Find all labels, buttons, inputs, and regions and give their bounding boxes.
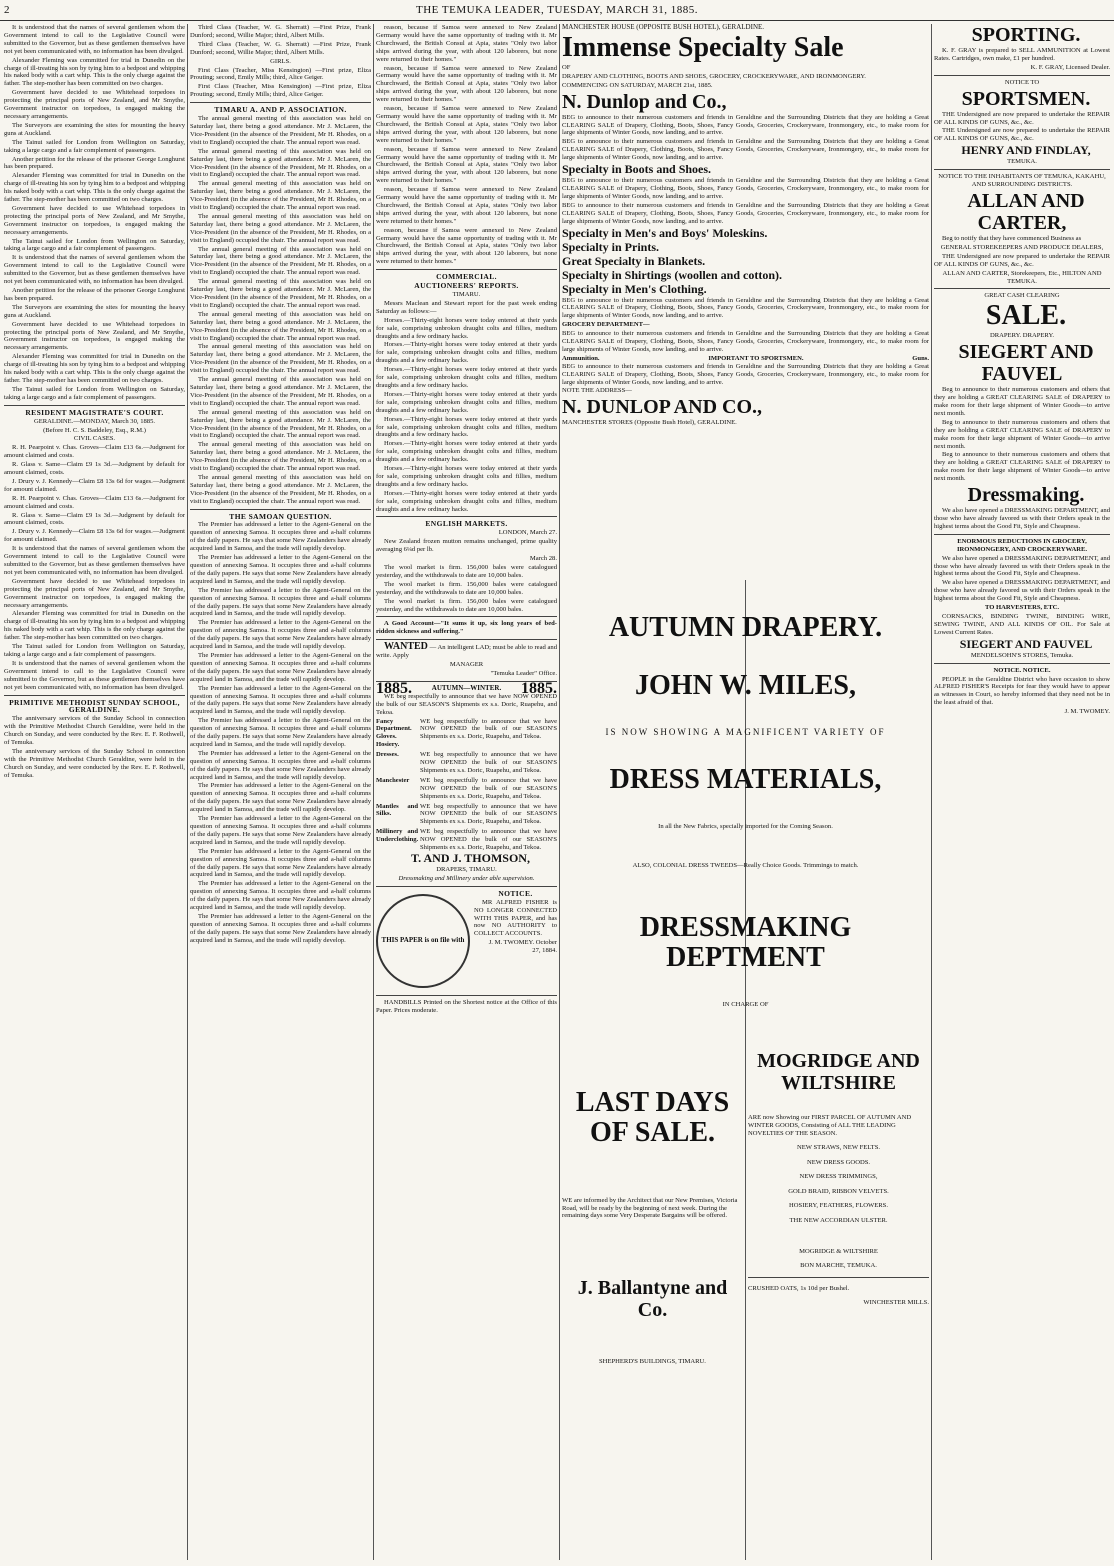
ad-address: SHEPHERD'S BUILDINGS, TIMARU. [599, 1357, 706, 1365]
ad-topline: MANCHESTER HOUSE (OPPOSITE BUSH HOTEL), GERALDINE. [562, 24, 765, 31]
department-label: Mantles and Silks. [376, 802, 418, 818]
divider [934, 534, 1110, 535]
news-paragraph: It is understood that the names of several gentlemen whom the Government intend to call to the Legislative Council were submitted to the Governor, but as these gentlemen themselves have not yet been communicated with, no information has been divulged. [4, 545, 185, 576]
ad-clearing: GREAT CASH CLEARING [984, 292, 1060, 300]
ad-sign: ALLAN AND CARTER, Storekeepers, Etc., HILTON AND TEMUKA. [942, 269, 1102, 285]
ad-text: Beg to announce to their numerous customers and others that they are holding a GREAT CLEARING SALE of DRAPERY to make room for their large shipment of Winter Goods—to arrive next month. [934, 451, 1110, 483]
news-paragraph: The annual general meeting of this association was held on Saturday last, there being a good attendance. Mr J. McLaren, the Vice-President (in the absence of the President, Mr H. Rhodes, on a visit to England) occupied the chair. The annual report was read. [190, 441, 371, 473]
ad-text: THE Undersigned are now prepared to undertake the REPAIR OF ALL KINDS OF GUNS, &c., &c. [934, 110, 1110, 126]
ballantyne-advertisement [562, 1030, 743, 1560]
news-paragraph: Alexander Fleming was committed for trial in Dunedin on the charge of ill-treating his son by tying him to a bedpost and whipping his naked body with a cart whip. This is the only charge against the father. The step-mother has been committed on two charges. [4, 56, 185, 88]
news-paragraph: The annual general meeting of this association was held on Saturday last, there being a good attendance. Mr J. McLaren, the Vice-President (in the absence of the President, Mr H. Rhodes, on a visit to England) occupied the chair. The annual report was read. [190, 147, 371, 179]
ad-text: THE Undersigned are now prepared to undertake the REPAIR OF ALL KINDS OF GUNS, &c., &c. [934, 127, 1110, 143]
year-label: 1885. [520, 679, 557, 697]
news-paragraph: The annual general meeting of this association was held on Saturday last, there being a good attendance. Mr J. McLaren, the Vice-President (in the absence of the President, Mr H. Rhodes, on a visit to England) occupied the chair. The annual report was read. [190, 473, 371, 505]
department-label: Fancy Department. Gloves. Hosiery. [376, 717, 412, 749]
news-paragraph: The Premier has addressed a letter to the Agent-General on the question of annexing Samoa. It occupies three and a-half columns of the daily papers. He says that some New Zealanders have already acquired land in Samoa, and the trade will rapidly develop. [190, 586, 371, 618]
ad-firm-name: SIEGERT AND FAUVEL [959, 636, 1093, 651]
advertisement-text: A Good Account—"It sums it up, six long years of bed-ridden sickness and suffering." [376, 620, 557, 636]
notice-ad [474, 890, 557, 992]
news-paragraph: The wool market is firm. 156,000 bales were catalogued yesterday, and the withdrawals to date are 10,000 bales. [376, 597, 557, 613]
news-paragraph: Government have decided to use Whitehead torpedoes in protecting the principal ports of New Zealand, and Mr Smythe, Government instructor on torpedoes, is engaged making the necessary arrangements. [4, 204, 185, 236]
location-label: TIMARU. [452, 291, 481, 298]
divider [376, 886, 557, 887]
section-heading: TIMARU A. AND P. ASSOCIATION. [214, 105, 347, 115]
ad-text: K. F. GRAY is prepared to SELL AMMUNITION at Lowest Rates. Cartridges, own make, £1 per hundred. [934, 47, 1110, 62]
divider [748, 1277, 929, 1278]
ad-intro: BEG to announce to their numerous customers and friends in Geraldine and the Surrounding Districts that they are holding a Great CLEARING SALE of Drapery, Clothing, Boots, Shoes, Fancy Goods, Groceries, Crockeryware, Ironmongery, etc., to make room for large shipments of Winter Goods, now landing, and to arrive. [562, 177, 929, 200]
dateline: LONDON, March 27. [498, 529, 557, 537]
ad-title: AUTUMN DRAPERY. [608, 612, 883, 643]
department-text: WE beg respectfully to announce that we have NOW OPENED the bulk of our SEASON'S Shipments ex s.s. Doric, Ruapehu, and Tekoa. [420, 802, 557, 826]
notice-sign: J. M. TWOMEY. October 27, 1884. [488, 939, 557, 955]
seal-ad [376, 890, 468, 992]
ad-text: THE Undersigned are now prepared to undertake the REPAIR OF ALL KINDS OF GUNS, &c., &c. [934, 252, 1110, 268]
divider [934, 288, 1110, 289]
news-paragraph: The Surveyors are examining the sites for mounting the heavy guns at Auckland. [4, 121, 185, 137]
news-paragraph: The Premier has addressed a letter to the Agent-General on the question of annexing Samoa. It occupies three and a-half columns of the daily papers. He says that some New Zealanders have already acquired land in Samoa, and the trade will rapidly develop. [190, 749, 371, 781]
news-paragraph: Horses.—Thirty-eight horses were today entered at their yards for sale, comprising unbroken draught colts and fillies, medium draughts and a few ordinary hacks. [376, 390, 557, 414]
court-case: J. Drury v. J. Kennedy—Claim £8 13s 6d for wages.—Judgment for amount claimed. [4, 477, 185, 493]
news-paragraph: The Premier has addressed a letter to the Agent-General on the question of annexing Samoa. It occupies three and a-half columns of the daily papers. He says that some New Zealanders have already acquired land in Samoa, and the trade will rapidly develop. [190, 554, 371, 585]
section-heading: ENGLISH MARKETS. [425, 519, 508, 529]
section-heading: PRIMITIVE METHODIST SUNDAY SCHOOL, GERALDINE. [9, 697, 180, 715]
news-paragraph: New Zealand frozen mutton remains unchanged, prime quality averaging 6¼d per lb. [376, 538, 557, 554]
news-paragraph: The Premier has addressed a letter to the Agent-General on the question of annexing Samoa. It occupies three and a-half columns of the daily papers. He says that some New Zealanders have already acquired land in Samoa, and the trade will rapidly develop. [190, 619, 371, 651]
column-rule [187, 24, 188, 1560]
ad-firm-name: MOGRIDGE AND WILTSHIRE [757, 1050, 920, 1094]
news-paragraph: Alexander Fleming was committed for trial in Dunedin on the charge of ill-treating his son by tying him to a bedpost and whipping his naked body with a cart whip. This is the only charge against the father. The step-mother has been committed on two charges. [4, 353, 185, 384]
ad-location: MENDELSOHN'S STORES, Temuka. [970, 651, 1074, 659]
news-paragraph: Alexander Fleming was committed for trial in Dunedin on the charge of ill-treating his son by tying him to a bedpost and whipping his naked body with a cart whip. This is the only charge against the father. The step-mother has been committed on two charges. [4, 610, 185, 642]
ad-intro: BEG to announce to their numerous customers and friends in Geraldine and the Surrounding Districts that they are holding a Great CLEARING SALE of Drapery, Clothing, Boots, Shoes, Fancy Goods, Groceries, Crockeryware, Ironmongery, etc., to make room for large shipments of Winter Goods, now landing, and to arrive. [562, 330, 929, 353]
news-paragraph: Horses.—Thirty-eight horses were today entered at their yards for sale, comprising unbroken draught colts and fillies, medium draughts and a few ordinary hacks. [376, 366, 557, 389]
news-paragraph: The Surveyors are examining the sites for mounting the heavy guns at Auckland. [4, 303, 185, 319]
ad-heading: Dressmaking. [967, 484, 1085, 507]
wanted-ad [376, 643, 557, 660]
news-paragraph: The wool market is firm. 156,000 bales were catalogued yesterday, and the withdrawals to date are 10,000 bales. [376, 580, 557, 596]
news-paragraph: The Tainui sailed for London from Wellington on Saturday, taking a large cargo and a fair complement of passengers. [4, 138, 185, 154]
ad-sign: K. F. GRAY, Licensed Dealer. [1030, 63, 1110, 71]
ad-item: NEW DRESS TRIMMINGS, [799, 1173, 878, 1181]
divider [190, 102, 371, 103]
news-paragraph: Another petition for the release of the prisoner George Longhurst has been prepared. [4, 155, 185, 171]
news-paragraph: The wool market is firm. 156,000 bales were catalogued yesterday, and the withdrawals to date are 10,000 bales. [376, 564, 557, 579]
ad-text: We also have opened a DRESSMAKING DEPARTMENT, and those who have already favored us with their Orders speak in the highest terms about the Good Fit, Style and Cheapness. [934, 507, 1110, 530]
ad-title: Immense Specialty Sale [562, 31, 844, 63]
ad-firm-name: ALLAN AND CARTER, [967, 189, 1085, 234]
court-case: R. Glass v. Same—Claim £9 1s 3d.—Judgment by default for amount claimed, costs. [4, 461, 185, 477]
news-paragraph: Horses.—Thirty-eight horses were today entered at their yards for sale, comprising unbroken draught colts and fillies, medium draughts and a few ordinary hacks. [376, 415, 557, 439]
news-paragraph: Alexander Fleming was committed for trial in Dunedin on the charge of ill-treating his son by tying him to a bedpost and whipping his naked body with a cart whip. This is the only charge against the father. The step-mother has been committed on two charges. [4, 172, 185, 204]
column-3 [376, 24, 557, 1560]
wanted-heading: WANTED [384, 641, 428, 653]
news-paragraph: The annual general meeting of this association was held on Saturday last, there being a good attendance. Mr J. McLaren, the Vice-President (in the absence of the President, Mr H. Rhodes, on a visit to England) occupied the chair. The annual report was read. [190, 212, 371, 244]
department-label: Millinery and Underclothing. [376, 828, 419, 844]
ad-text: CORNSACKS, BINDING TWINE, BINDING WIRE, SEWING TWINE, AND ALL KINDS OF OIL. For Sale at Lowest Current Rates. [934, 612, 1110, 636]
ad-intro: BEG to announce to their numerous customers and friends in Geraldine and the Surrounding Districts that they are holding a Great CLEARING SALE of Drapery, Clothing, Boots, Shoes, Fancy Goods, Groceries, Crockeryware, Ironmongery, etc., to make room for large shipments of Winter Goods, now landing, and to arrive. [562, 201, 929, 225]
news-paragraph: reason, because if Samoa were annexed to New Zealand Germany would have the same opportunity of trading with it. Mr Churchward, the British Consul at Apia, states "Only two labor ships arrived during the year, with about 120 laborers, but none were returned to their homes." [376, 145, 557, 185]
ad-section-heading: Great Specialty in Blankets. [562, 253, 706, 268]
news-paragraph: Horses.—Thirty-eight horses were today entered at their yards for sale, comprising unbroken draught colts and fillies, medium draughts and a few ordinary hacks. [376, 440, 557, 464]
news-paragraph: The annual general meeting of this association was held on Saturday last, there being a good attendance. Mr J. McLaren, the Vice-President (in the absence of the President, Mr H. Rhodes, on a visit to England) occupied the chair. The annual report was read. [190, 180, 371, 212]
ad-dress-sub: In all the New Fabrics, specially imported for the Coming Season. [658, 822, 833, 830]
news-paragraph: The Premier has addressed a letter to the Agent-General on the question of annexing Samoa. It occupies three and a-half columns of the daily papers. He says that some New Zealanders have already acquired land in Samoa, and the trade will rapidly develop. [190, 847, 371, 879]
section-heading: THE SAMOAN QUESTION. [229, 511, 332, 521]
advertiser-tagline: Dressmaking and Millinery under able supervision. [398, 874, 535, 882]
news-paragraph: Horses.—Thirty-eight horses were today entered at their yards for sale, comprising unbroken draught colts and fillies, medium draughts and a few ordinary hacks. [376, 341, 557, 365]
dateline: March 28. [529, 555, 557, 563]
news-paragraph: The anniversary services of the Sunday School in connection with the Primitive Methodist Church Geraldine, were held in the Church on Sunday, and were conducted by the Rev. E. F. Rothwell, of Temuka. [4, 715, 185, 747]
ad-firm-name: JOHN W. MILES, [635, 670, 856, 701]
divider [376, 995, 557, 996]
section-heading: RESIDENT MAGISTRATE'S COURT. [25, 407, 164, 417]
ad-section-heading: Specialty in Shirtings (woollen and cotton). [562, 267, 783, 282]
ad-notice-to: NOTICE TO [1004, 78, 1040, 86]
ad-text: Beg to notify that they have commenced Business as [942, 234, 1082, 242]
advertisement-text: WE beg respectfully to announce that we have NOW OPENED the bulk of our SEASON'S Shipments ex s.s. Doric, Ruapehu, and Tekoa. [376, 692, 557, 716]
divider [4, 695, 185, 696]
news-paragraph: The Premier has addressed a letter to the Agent-General on the question of annexing Samoa. It occupies three and a-half columns of the daily papers. He says that some New Zealanders have already acquired land in Samoa, and the trade will rapidly develop. [190, 717, 371, 748]
ad-firm-name: HENRY AND FINDLAY, [961, 143, 1091, 158]
news-paragraph: The Premier has addressed a letter to the Agent-General on the question of annexing Samoa. It occupies three and a-half columns of the daily papers. He says that some New Zealanders have already acquired land in Samoa, and the trade will rapidly develop. [190, 684, 371, 716]
court-case: R. H. Pearpoint v. Chas. Groves—Claim £13 6s.—Judgment for amount claimed and costs. [4, 444, 185, 460]
court-case: R. H. Pearpoint v. Chas. Groves—Claim £13 6s.—Judgment for amount claimed and costs. [4, 494, 185, 510]
court-case: J. Drury v. J. Kennedy—Claim £8 13s 6d for wages.—Judgment for amount claimed. [4, 528, 185, 544]
autumn-banner [376, 679, 557, 697]
season-label: AUTUMN—WINTER. [431, 683, 502, 692]
ad-section-heading: Specialty in Men's and Boys' Moleskins. [562, 225, 768, 240]
ammo-row [562, 355, 929, 363]
ad-firm-name: N. Dunlop and Co., [562, 90, 727, 113]
ad-intro: BEG to announce to their numerous customers and friends in Geraldine and the Surrounding Districts that they are holding a Great CLEARING SALE of Drapery, Clothing, Boots, Shoes, Fancy Goods, Groceries, Crockeryware, Ironmongery, etc., to make room for large shipments of Winter Goods, now landing, and to arrive. [562, 362, 929, 386]
news-paragraph: The Tainui sailed for London from Wellington on Saturday, taking a large cargo and a fair complement of passengers. [4, 385, 185, 401]
ad-item: NEW STRAWS, NEW FELTS. [796, 1144, 881, 1152]
column-rule [373, 24, 374, 1560]
news-paragraph: The annual general meeting of this association was held on Saturday last, there being a good attendance. Mr J. McLaren, the Vice-President (in the absence of the President, Mr H. Rhodes, on a visit to England) occupied the chair. The annual report was read. [190, 278, 371, 309]
news-paragraph: It is understood that the names of several gentlemen whom the Government intend to call to the Legislative Council were submitted to the Governor, but as these gentlemen themselves have not yet been communicated with, no information has been divulged. [4, 254, 185, 286]
divider [376, 269, 557, 270]
ad-title: LAST DAYS OF SALE. [575, 1087, 730, 1148]
ad-drapery: DRAPERY. DRAPERY. [989, 332, 1055, 340]
news-paragraph: Government have decided to use Whitehead torpedoes in protecting the principal ports of New Zealand, and Mr Smythe, Government instructor on torpedoes, is engaged making the necessary arrangements. [4, 320, 185, 352]
page-number: 2 [4, 4, 10, 16]
ad-item: GOLD BRAID, RIBBON VELVETS. [788, 1187, 889, 1195]
news-paragraph: It is understood that the names of several gentlemen whom the Government intend to call to the Legislative Council were submitted to the Governor, but as these gentlemen themselves have not yet been communicated with, no information has been divulged. [4, 659, 185, 691]
divider [376, 516, 557, 517]
ad-section-heading: Specialty in Men's Clothing. [562, 281, 707, 296]
miles-advertisement [562, 585, 929, 1020]
ad-intro: BEG to announce to their numerous customers and friends in Geraldine and the Surrounding Districts that they are holding a Great CLEARING SALE of Drapery, Clothing, Boots, Shoes, Fancy Goods, Groceries, Crockeryware, Ironmongery, etc., to make room for large shipments of Winter Goods, now landing, and to arrive. [562, 296, 929, 320]
ad-item: HOSIERY, FEATHERS, FLOWERS. [789, 1202, 888, 1210]
department-label: Manchester [376, 776, 410, 784]
section-heading: COMMERCIAL. [436, 272, 497, 282]
ad-text: We also have opened a DRESSMAKING DEPARTMENT, and those who have already favored us with their Orders speak in the highest terms about the Good Fit, Style and Cheapness. [934, 579, 1110, 603]
ad-sign: J. M. TWOMEY. [1064, 708, 1110, 716]
news-paragraph: The annual general meeting of this association was held on Saturday last, there being a good attendance. Mr J. McLaren, the Vice-President (in the absence of the President, Mr H. Rhodes, on a visit to England) occupied the chair. The annual report was read. [190, 343, 371, 375]
ad-subheading: NOTICE. NOTICE. [993, 666, 1051, 674]
news-paragraph: The Premier has addressed a letter to the Agent-General on the question of annexing Samoa. It occupies three and a-half columns of the daily papers. He says that some New Zealanders have already acquired land in Samoa, and the trade will rapidly develop. [190, 815, 371, 846]
mogridge-advertisement [748, 1030, 929, 1560]
ad-location: TEMUKA. [1007, 158, 1037, 166]
news-paragraph: Government have decided to use Whitehead torpedoes in protecting the principal ports of New Zealand, and Mr Smythe, Government instructor on torpedoes, is engaged making the necessary arrangements. [4, 577, 185, 609]
divider [934, 75, 1110, 76]
divider [934, 663, 1110, 664]
news-paragraph: The Premier has addressed a letter to the Agent-General on the question of annexing Samoa. It occupies three and a-half columns of the daily papers. He says that some New Zealanders have already acquired land in Samoa, and the trade will rapidly develop. [190, 912, 371, 944]
department-text: WE beg respectfully to announce that we have NOW OPENED the bulk of our SEASON'S Shipments ex s.s. Doric, Ruapehu, and Tekoa. [420, 828, 557, 852]
wanted-manager: MANAGER [449, 661, 484, 669]
ad-address: BON MARCHE, TEMUKA. [800, 1262, 877, 1270]
advertiser-name: T. AND J. THOMSON, [411, 851, 530, 865]
ad-intro: BEG to announce to their numerous customers and friends in Geraldine and the Surrounding Districts that they are holding a Great CLEARING SALE of Drapery, Clothing, Boots, Shoes, Fancy Goods, Groceries, Crockeryware, Ironmongery, etc., to make room for large shipments of Winter Goods, now landing, and to arrive. [562, 138, 929, 162]
department-text: WE beg respectfully to announce that we have NOW OPENED the bulk of our SEASON'S Shipments ex s.s. Doric, Ruapehu, and Tekoa. [420, 776, 557, 800]
divider [376, 639, 557, 640]
divider [934, 169, 1110, 170]
news-paragraph: First Class (Teacher, Miss Kensington) —First prize, Eliza Prouting; second, Emily Mills; third, Alice Geiger. [190, 83, 371, 99]
department-label: Dresses. [376, 751, 399, 759]
news-paragraph: reason, because if Samoa were annexed to New Zealand Germany would have the same opportunity of trading with it. Mr Churchward, the British Consul at Apia, states "Only two labor ships arrived during the year, with about 120 laborers, but none were returned to their homes." [376, 64, 557, 104]
ad-subheading: TO HARVESTERS, ETC. [984, 604, 1060, 612]
advertiser-sub: DRAPERS, TIMARU. [436, 866, 497, 873]
news-paragraph: The Tainui sailed for London from Wellington on Saturday, taking a large cargo and a fair complement of passengers. [4, 643, 185, 658]
masthead [0, 0, 1114, 21]
ad-item: THE NEW ACCORDIAN ULSTER. [789, 1216, 888, 1224]
news-paragraph: The anniversary services of the Sunday School in connection with the Primitive Methodist Church Geraldine, were held in the Church on Sunday, and were conducted by the Rev. E. F. Rothwell, of Temuka. [4, 747, 185, 779]
news-paragraph: reason, because if Samoa were annexed to New Zealand Germany would have the same opportunity of trading with it. Mr Churchward, the British Consul at Apia, states "Only two labor ships arrived during the year, with about 120 laborers, but none were returned to their homes." [376, 226, 557, 266]
ad-text: WE are informed by the Architect that our New Premises, Victoria Road, will be ready by the beginning of next week. During the remaining days some Very Desperate Bargains will be offered. [562, 1196, 738, 1220]
column-6 [934, 24, 1110, 1560]
handbills-ad: HANDBILLS Printed on the Shortest notice at the Office of this Paper. Prices moderate. [376, 998, 557, 1014]
news-paragraph: The annual general meeting of this association was held on Saturday last, there being a good attendance. Mr J. McLaren, the Vice-President (in the absence of the President, Mr H. Rhodes, on a visit to England) occupied the chair. The annual report was read. [190, 408, 371, 440]
news-paragraph: Horses.—Thirty-eight horses were today entered at their yards for sale, comprising unbroken draught colts and fillies, medium draughts and a few ordinary hacks. [376, 489, 557, 513]
news-paragraph: First Class (Teacher, Miss Kensington) —First prize, Eliza Prouting; second, Emily Mills; third, Alice Geiger. [190, 66, 371, 82]
ad-firm-name: J. Ballantyne and Co. [577, 1276, 728, 1321]
ad-firm-name: N. DUNLOP AND CO., [562, 396, 763, 419]
notice-heading: NOTICE. [498, 888, 533, 898]
news-paragraph: Government have decided to use Whitehead torpedoes in protecting the principal ports of New Zealand, and Mr Smythe, Government instructor on torpedoes, is engaged making the necessary arrangements. [4, 89, 185, 120]
column-rule [559, 24, 560, 1560]
girls-label: GIRLS. [270, 57, 291, 65]
department-text: WE beg respectfully to announce that we have NOW OPENED the bulk of our SEASON'S Shipments ex s.s. Doric, Ruapehu, and Tekoa. [420, 717, 557, 741]
ad-showing: IS NOW SHOWING A MAGNIFICENT VARIETY OF [605, 727, 886, 737]
ad-text: PEOPLE in the Geraldine District who have occasion to show ALFRED FISHER'S Receipts for fear they would have to appear as witnesses in Court, so hereby informed that they need not be in the least afraid of that. [934, 675, 1110, 707]
news-paragraph: It is understood that the names of several gentlemen whom the Government intend to call to the Legislative Council were submitted to the Governor, but as these gentlemen themselves have not yet been communicated with, no information has been divulged. [4, 24, 185, 55]
ammo-left: Ammunition. [562, 354, 600, 362]
news-paragraph: Another petition for the release of the prisoner George Longhurst has been prepared. [4, 287, 185, 302]
ad-text: We also have opened a DRESSMAKING DEPARTMENT, and those who have already favored us with their Orders speak in the highest terms about the Good Fit, Style and Cheapness. [934, 554, 1110, 578]
wanted-text: — An intelligent LAD; must be able to read and write. Apply [376, 644, 557, 660]
newspaper-seal-icon: THIS PAPER is on file with [376, 894, 470, 988]
ad-item: NEW DRESS GOODS. [806, 1158, 871, 1166]
department-text: WE beg respectfully to announce that we have NOW OPENED the bulk of our SEASON'S Shipments ex s.s. Doric, Ruapehu, and Tekoa. [420, 751, 557, 774]
bottom-ads [376, 890, 557, 992]
year-label: 1885. [376, 679, 412, 697]
news-paragraph: The annual general meeting of this association was held on Saturday last, there being a good attendance. Mr J. McLaren, the Vice-President (in the absence of the President, Mr H. Rhodes, on a visit to England) occupied the chair. The annual report was read. [190, 115, 371, 146]
ad-dressmaking: DRESSMAKING DEPTMENT [639, 911, 852, 973]
notice-text: MR ALFRED FISHER is NO LONGER CONNECTED WITH THIS PAPER, and has now NO AUTHORITY to COLLECT ACCOUNTS. [474, 898, 557, 938]
ammo-head: IMPORTANT TO SPORTSMEN. [708, 354, 804, 362]
ad-sign: MOGRIDGE & WILTSHIRE [799, 1247, 878, 1255]
ad-heading: SPORTSMEN. [961, 87, 1091, 110]
section-subheading: AUCTIONEERS' REPORTS. [414, 281, 519, 291]
column-rule [931, 24, 932, 1560]
dunlop-advertisement [562, 24, 929, 580]
ad-note: NOTE THE ADDRESS— [562, 387, 632, 395]
ad-section-heading: Specialty in Boots and Shoes. [562, 162, 712, 177]
ad-section-heading: GROCERY DEPARTMENT— [562, 321, 650, 329]
ad-subheading: ENORMOUS REDUCTIONS IN GROCERY, IRONMONGERY, AND CROCKERYWARE. [956, 537, 1088, 553]
news-paragraph: Third Class (Teacher, W. G. Sherratt) —First Prize, Frank Dunford; second, Willie Major; third, Albert Mills. [190, 40, 371, 56]
ad-dress-materials: DRESS MATERIALS, [609, 763, 882, 795]
news-paragraph: reason, because if Samoa were annexed to New Zealand Germany would have the same opportunity of trading with it. Mr Churchward, the British Consul at Apia, states "Only two labor ships arrived during the year, with about 120 laborers, but none were returned to their homes." [376, 186, 557, 225]
court-date: GERALDINE.—MONDAY, March 30, 1885. [33, 417, 156, 425]
ad-notice: NOTICE TO THE INHABITANTS OF TEMUKA, KAKAHU, AND SURROUNDING DISTRICTS. [938, 173, 1106, 189]
department-list [376, 718, 557, 853]
news-paragraph: Horses.—Thirty-eight horses were today entered at their yards for sale, comprising unbroken draught colts and fillies, medium draughts and a few ordinary hacks. [376, 316, 557, 340]
ad-subtitle: DRAPERY AND CLOTHING, BOOTS AND SHOES, GROCERY, CROCKERYWARE, AND IRONMONGERY. [562, 72, 866, 80]
ad-section-heading: Specialty in Prints. [562, 239, 660, 254]
news-paragraph: The annual general meeting of this association was held on Saturday last, there being a good attendance. Mr J. McLaren, the Vice-President (in the absence of the President, Mr H. Rhodes, on a visit to England) occupied the chair. The annual report was read. [190, 310, 371, 342]
ad-text: Beg to announce to their numerous customers and others that they are holding a GREAT CLEARING SALE of DRAPERY to make room for their large shipment of Winter Goods—to arrive next month. [934, 418, 1110, 450]
news-paragraph: Horses.—Thirty-eight horses were today entered at their yards for sale, comprising unbroken draught colts and fillies, medium draughts and a few ordinary hacks. [376, 465, 557, 488]
masthead-title: THE TEMUKA LEADER, TUESDAY, MARCH 31, 1885. [415, 4, 699, 16]
ad-mills: WINCHESTER MILLS. [863, 1299, 929, 1306]
news-paragraph: reason, because if Samoa were annexed to New Zealand Germany would have the same opportunity of trading with it. Mr Churchward, the British Consul at Apia, states "Only two labor ships arrived during the year, with about 120 laborers, but none were returned to their homes." [376, 24, 557, 63]
ad-intro: BEG to announce to their numerous customers and friends in Geraldine and the Surrounding Districts that they are holding a Great CLEARING SALE of Drapery, Clothing, Boots, Shoes, Fancy Goods, Groceries, Crockeryware, Ironmongery, etc., to make room for large shipments of Winter Goods, now landing, and to arrive. [562, 113, 929, 137]
ad-firm-name: SIEGERT AND FAUVEL [958, 341, 1094, 386]
court-case: R. Glass v. Same—Claim £9 1s 3d.—Judgment by default for amount claimed, costs. [4, 511, 185, 527]
news-paragraph: The Premier has addressed a letter to the Agent-General on the question of annexing Samoa. It occupies three and a-half columns of the daily papers. He says that some New Zealanders have already acquired land in Samoa, and the trade will rapidly develop. [190, 651, 371, 683]
news-paragraph: The annual general meeting of this association was held on Saturday last, there being a good attendance. Mr J. McLaren, the Vice-President (in the absence of the President, Mr H. Rhodes, on a visit to England) occupied the chair. The annual report was read. [190, 376, 371, 407]
news-paragraph: The Premier has addressed a letter to the Agent-General on the question of annexing Samoa. It occupies three and a-half columns of the daily papers. He says that some New Zealanders have already acquired land in Samoa, and the trade will rapidly develop. [190, 880, 371, 912]
court-before: (Before H. C. S. Baddeley, Esq., R.M.) [43, 426, 146, 434]
ad-subheading: GENERAL STOREKEEPERS AND PRODUCE DEALERS, [940, 243, 1104, 251]
ad-address: MANCHESTER STORES (Opposite Bush Hotel), GERALDINE. [562, 419, 737, 427]
news-paragraph: The annual general meeting of this association was held on Saturday last, there being a good attendance. Mr J. McLaren, the Vice-President (in the absence of the President, Mr H. Rhodes, on a visit to England) occupied the chair. The annual report was read. [190, 245, 371, 277]
ad-text: ARE now Showing our FIRST PARCEL OF AUTUMN AND WINTER GOODS, Consisting of ALL THE LEADING NOVELTIES OF THE SEASON. [748, 1114, 912, 1137]
news-paragraph: Messrs Maclean and Stewart report for the past week ending Saturday as follows:— [376, 299, 557, 315]
divider [190, 509, 371, 510]
news-paragraph: The Tainui sailed for London from Wellington on Saturday, taking a large cargo and a fair complement of passengers. [4, 237, 185, 253]
news-paragraph: Third Class (Teacher, W. G. Sherratt) —First Prize, Frank Dunford; second, Willie Major; third, Albert Mills. [190, 24, 371, 39]
ad-of: OF [562, 63, 571, 71]
column-1 [4, 24, 185, 1560]
divider [4, 405, 185, 406]
ammo-right: Guns. [912, 354, 929, 362]
ad-heading: SPORTING. [971, 24, 1081, 46]
wanted-office: "Temuka Leader" Office. [490, 669, 557, 677]
ad-charge: IN CHARGE OF [722, 1000, 769, 1008]
column-2 [190, 24, 371, 1560]
ad-colonial: ALSO, COLONIAL DRESS TWEEDS—Really Choice Goods. Trimmings to match. [632, 862, 859, 869]
ad-text: Beg to announce to their numerous customers and others that they are holding a GREAT CLEARING SALE of DRAPERY to make room for their large shipment of Winter Goods—to arrive next month. [934, 386, 1110, 417]
news-paragraph: The Premier has addressed a letter to the Agent-General on the question of annexing Samoa. It occupies three and a-half columns of the daily papers. He says that some New Zealanders have already acquired land in Samoa, and the trade will rapidly develop. [190, 521, 371, 553]
ad-commencing: COMMENCING ON SATURDAY, MARCH 21st, 1885. [562, 81, 713, 89]
divider [376, 616, 557, 617]
ad-heading: SALE. [985, 300, 1067, 332]
news-paragraph: reason, because if Samoa were annexed to New Zealand Germany would have the same opportunity of trading with it. Mr Churchward, the British Consul at Apia, states "Only two labor ships arrived during the year, with about 120 laborers, but none were returned to their homes." [376, 105, 557, 144]
civil-cases-label: CIVIL CASES. [73, 435, 116, 443]
news-paragraph: The Premier has addressed a letter to the Agent-General on the question of annexing Samoa. It occupies three and a-half columns of the daily papers. He says that some New Zealanders have already acquired land in Samoa, and the trade will rapidly develop. [190, 782, 371, 814]
ad-crushed: CRUSHED OATS, 1s 10d per Bushel. [748, 1284, 850, 1292]
